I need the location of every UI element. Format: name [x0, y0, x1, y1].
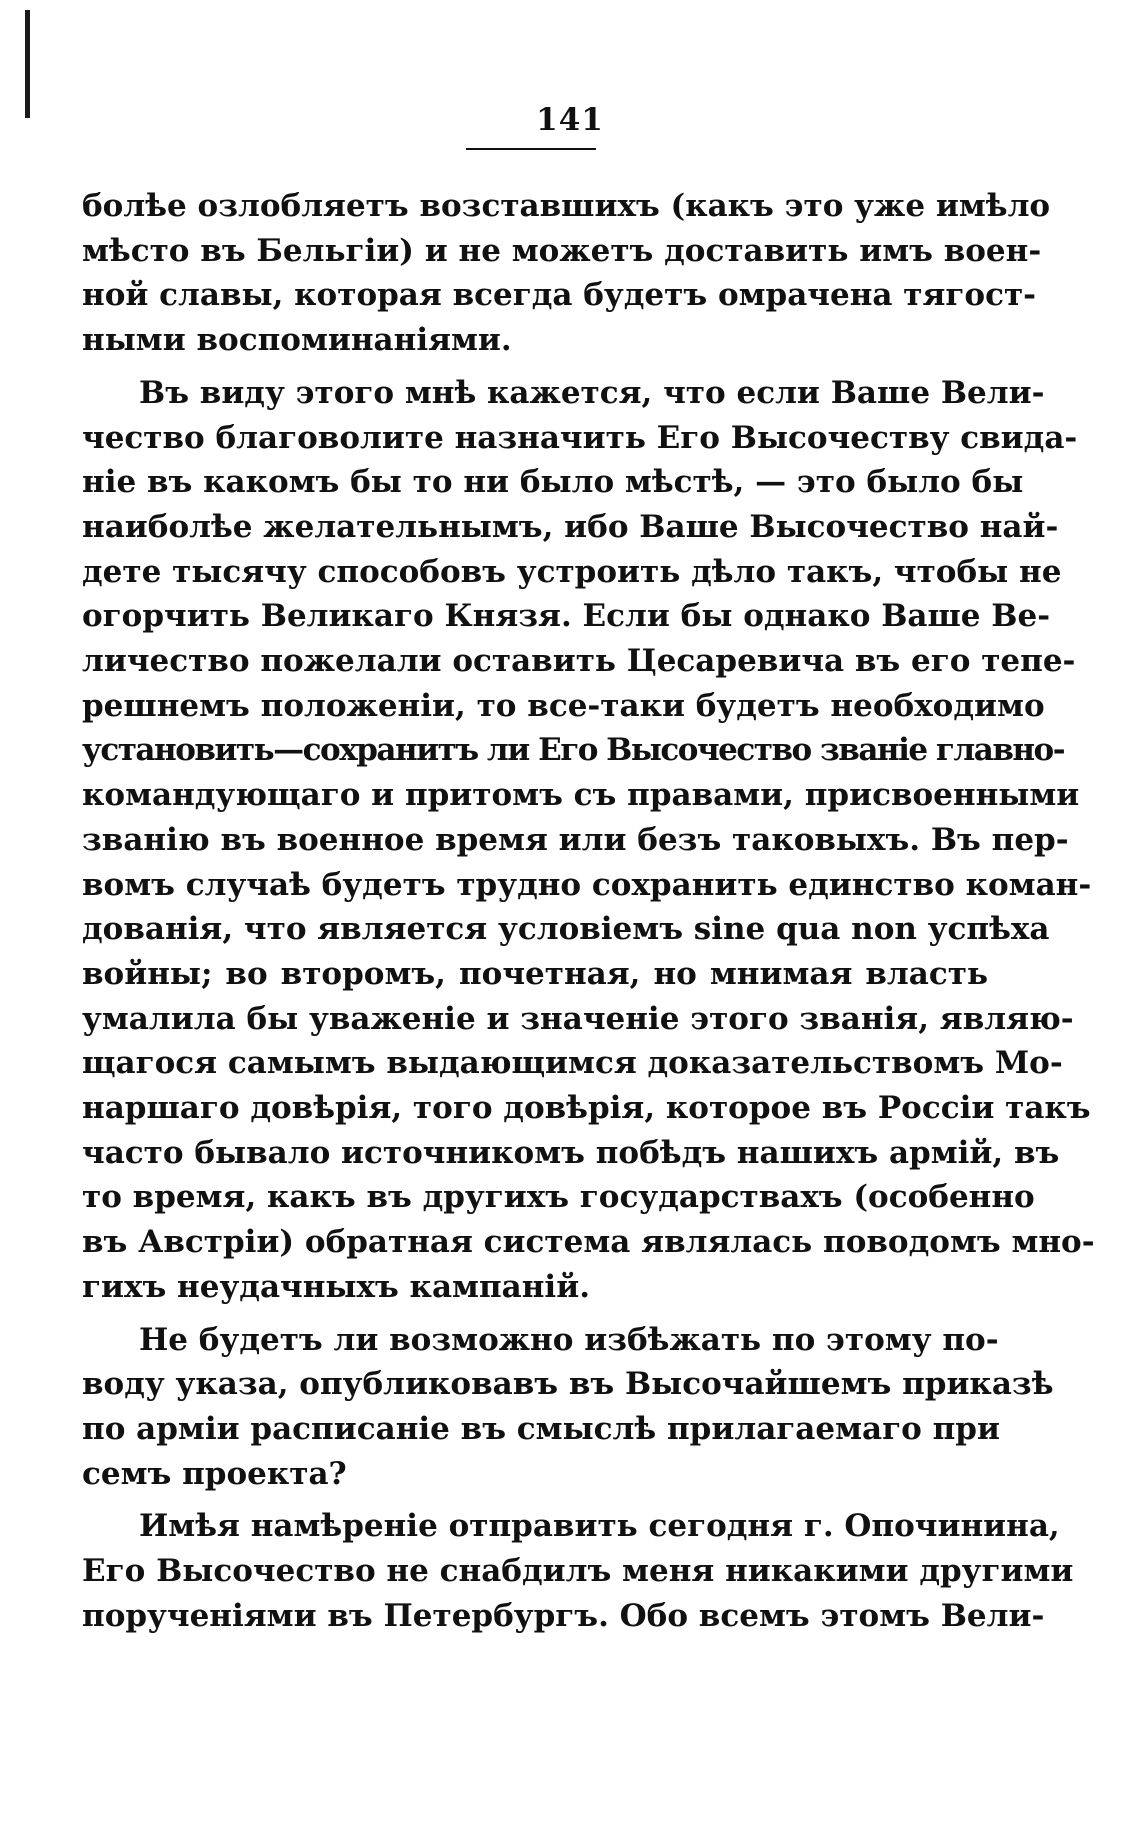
text-line: щагося самымъ выдающимся доказательствомъ Мо- — [82, 1045, 1063, 1082]
text-line: Его Высочество не снабдилъ меня никакими другими — [82, 1553, 1074, 1590]
paragraph-first-line: Въ виду этого мнѣ кажется, что если Ваше Вели- — [139, 374, 1045, 411]
page-number-rule — [466, 148, 596, 150]
text-line: ніе въ какомъ бы то ни было мѣстѣ, — это было бы — [82, 464, 1024, 501]
text-line: командующаго и притомъ съ правами, присвоенными — [82, 777, 1080, 814]
text-line: огорчить Великаго Князя. Если бы однако Ваше Ве- — [82, 598, 1051, 635]
text-line: то время, какъ въ другихъ государствахъ (особенно — [82, 1179, 1035, 1216]
text-line: мѣсто въ Бельгіи) и не можетъ доставить имъ воен- — [82, 232, 1042, 269]
text-line: дованія, что является условіемъ sine qua non успѣха — [82, 911, 1050, 948]
paragraph-first-line: Имѣя намѣреніе отправить сегодня г. Опочинина, — [139, 1508, 1060, 1545]
text-line: болѣе озлобляетъ возставшихъ (какъ это уже имѣло — [82, 188, 1051, 224]
paragraph-first-line: Не будетъ ли возможно избѣжать по этому по- — [139, 1321, 999, 1358]
text-line: личество пожелали оставить Цесаревича въ его тепе- — [82, 643, 1076, 680]
text-line: наршаго довѣрія, того довѣрія, которое въ Россіи такъ — [82, 1090, 1091, 1127]
text-line: часто бывало источникомъ побѣдъ нашихъ армій, въ — [82, 1134, 1060, 1171]
text-line: умалила бы уваженіе и значеніе этого званія, являю- — [82, 1000, 1074, 1037]
text-line: гихъ неудачныхъ кампаній. — [82, 1268, 590, 1305]
text-line: воду указа, опубликовавъ въ Высочайшемъ приказѣ — [82, 1366, 1054, 1403]
text-line: ной славы, которая всегда будетъ омрачена тягост- — [82, 277, 1037, 314]
text-line: чество благоволите назначить Его Высочеству свида- — [82, 419, 1078, 456]
text-line: порученіями въ Петербургъ. Обо всемъ этомъ Вели- — [82, 1597, 1045, 1634]
text-line: семъ проекта? — [82, 1455, 347, 1492]
text-line: установить—сохранитъ ли Его Высочество званіе главно- — [82, 732, 1065, 769]
text-line: ными воспоминаніями. — [82, 322, 512, 359]
text-line: решнемъ положеніи, то все-таки будетъ необходимо — [82, 687, 1045, 724]
text-line: дете тысячу способовъ устроить дѣло такъ, чтобы не — [82, 553, 1062, 590]
text-line: по арміи расписаніе въ смыслѣ прилагаемаго при — [82, 1410, 1000, 1447]
text-line: войны; во второмъ, почетная, но мнимая власть — [82, 955, 988, 992]
text-line: званію въ военное время или безъ таковыхъ. Въ пер- — [82, 821, 1069, 858]
text-line: вомъ случаѣ будетъ трудно сохранить единство коман- — [82, 866, 1092, 903]
body-text — [82, 184, 1095, 1639]
text-line: въ Австріи) обратная система являлась поводомъ мно- — [82, 1224, 1095, 1261]
page-number: 141 — [536, 102, 604, 138]
text-line: наиболѣе желательнымъ, ибо Ваше Высочество най- — [82, 508, 1059, 545]
